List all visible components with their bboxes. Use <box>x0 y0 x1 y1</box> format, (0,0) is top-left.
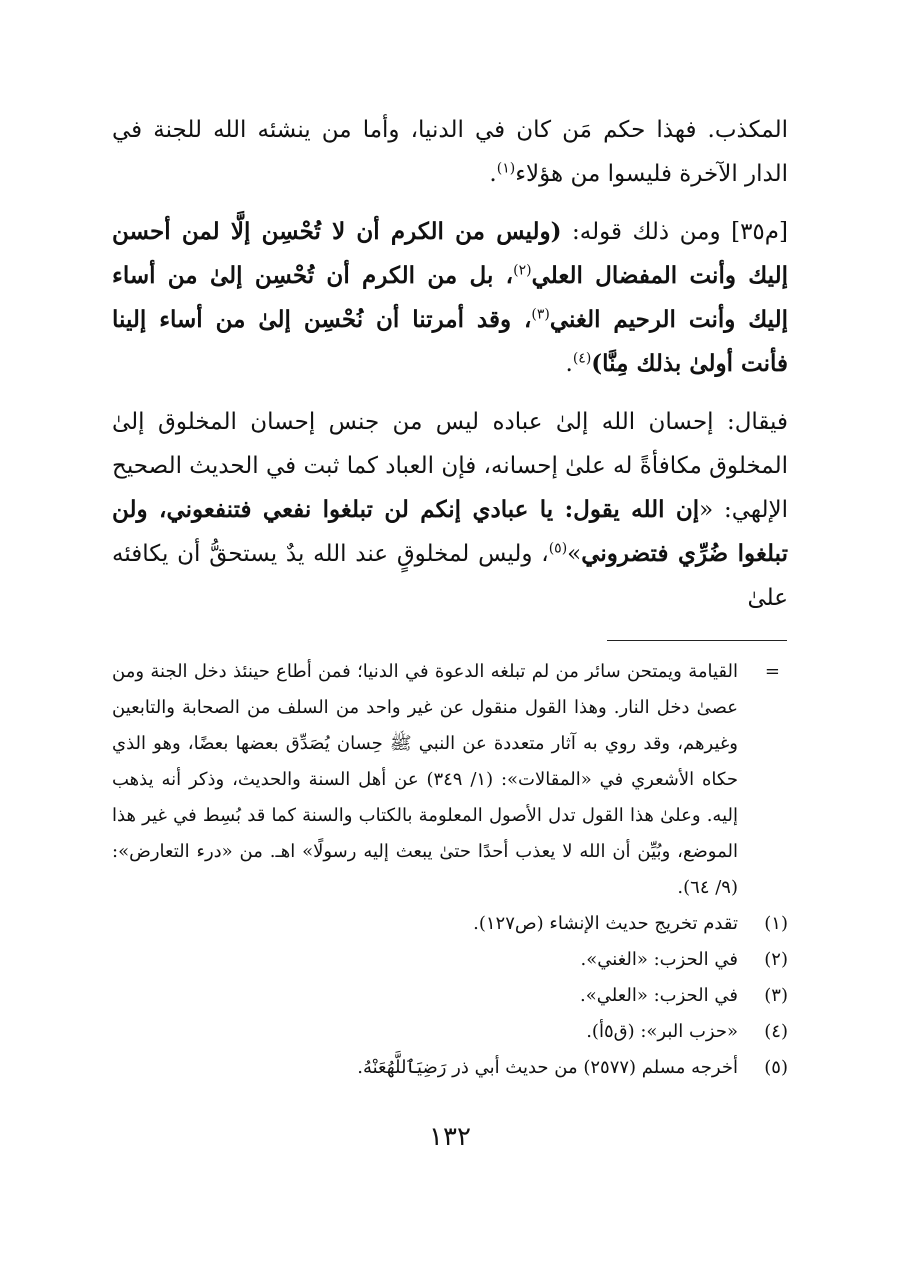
footnote-ref-5: (٥) <box>548 540 568 557</box>
p3-text-c: ، وليس لمخلوقٍ عند الله يدٌ يستحقُّ أن يكافئه علىٰ <box>112 541 788 611</box>
footnote-item <box>112 978 788 1014</box>
footnote-continuation <box>112 654 788 906</box>
footnote-number: (٥) <box>764 1057 788 1078</box>
footnote-divider <box>607 640 787 641</box>
footnote-ref-3: (٣) <box>531 306 550 323</box>
footnote-number: (١) <box>764 913 788 934</box>
footnotes <box>112 654 788 1086</box>
footnote-ref-4: (٤) <box>572 350 592 367</box>
footnote-text: أخرجه مسلم (٢٥٧٧) من حديث أبي ذر رَضِيَٱللَّهُعَنْهُ. <box>357 1057 738 1078</box>
footnote-number: (٣) <box>764 985 788 1006</box>
continuation-marker: = <box>764 661 780 682</box>
continuation-text: القيامة ويمتحن سائر من لم تبلغه الدعوة في الدنيا؛ فمن أطاع حينئذ دخل الجنة ومن عصىٰ دخل النار. وهذا القول منقول عن غير واحد من السلف من الصحابة والتابعين وغيرهم، وقد روي به آثار متعددة عن النبي ﷺ حِسان يُصَدِّق بعضها بعضًا، وهو الذي حكاه الأشعري في «المقالات»: (١/ ٣٤٩) عن أهل السنة والحديث، وذكر أنه يذهب إليه. وعلىٰ هذا القول تدل الأصول المعلومة بالكتاب والسنة كما قد بُسِط في غير هذا الموضع، وبُيِّن أن الله لا يعذب أحدًا حتىٰ يبعث إليه رسولًا» اهـ. من «درء التعارض»: (٩/ ٦٤). <box>112 661 738 898</box>
footnote-number: (٢) <box>764 949 788 970</box>
footnote-number: (٤) <box>764 1021 788 1042</box>
footnote-text: «حزب البر»: (ق٥أ). <box>586 1021 738 1042</box>
p3-hadith: إن الله يقول: يا عبادي إنكم لن تبلغوا نفعي فتنفعوني، ولن تبلغوا ضُرِّي فتضروني <box>112 496 788 567</box>
footnote-item <box>112 1014 788 1050</box>
p2-prefix: [م٣٥] ومن ذلك قوله: <box>561 219 788 245</box>
p1-line-1: المكذب. فهذا حكم مَن كان في الدنيا، وأما من ينشئه الله للجنة في الدار <box>112 117 788 187</box>
page-number: ١٣٢ <box>429 1122 471 1152</box>
paragraph-2: [م٣٥] ومن ذلك قوله: (وليس من الكرم أن لا تُحْسِن إلَّا لمن أحسن إليك وأنت المفضال العلي$^{(٢)}$، بل من الكرم أن تُحْسِن إلىٰ من أساء إليك وأنت الرحيم الغني$^{(٣)}$، وقد أمرتنا أن نُحْسِن إلىٰ من أساء إلينا فأنت أولىٰ بذلك مِنَّا)$^{(٤)}$. <box>112 218 788 377</box>
paragraph-1: المكذب. فهذا حكم مَن كان في الدنيا، وأما من ينشئه الله للجنة في الدار الآخرة فليسوا من هؤلاء$^{(١)}$. <box>112 117 788 187</box>
footnote-item <box>112 1050 788 1086</box>
p2-quote-b: ، بل من الكرم أن تُحْسِن إلىٰ من أساء إليك وأنت الرحيم الغني <box>112 262 788 333</box>
footnote-text: في الحزب: «العلي». <box>580 985 738 1006</box>
footnote-item <box>112 942 788 978</box>
footnote-ref-1: (١) <box>496 160 516 177</box>
p2-quote-a: (وليس من الكرم أن لا تُحْسِن إلَّا لمن أحسن إليك وأنت المفضال العلي <box>112 218 788 289</box>
p2-quote-c: ، وقد أمرتنا أن نُحْسِن إلىٰ من أساء إلينا فأنت أولىٰ بذلك مِنَّا) <box>112 306 788 377</box>
paragraph-3 <box>112 400 788 620</box>
main-text <box>112 108 788 634</box>
footnote-text: في الحزب: «الغني». <box>580 949 738 970</box>
footnote-text: تقدم تخريج حديث الإنشاء (ص١٢٧). <box>473 913 738 934</box>
p1-line-2: الآخرة فليسوا من هؤلاء <box>515 161 738 187</box>
footnote-item <box>112 906 788 942</box>
p3-text-b: » <box>567 541 582 567</box>
p3-text-a: فيقال: إحسان الله إلىٰ عباده ليس من جنس إحسان المخلوق إلىٰ المخلوق مكافأةً له علىٰ إحسانه، فإن العباد كما ثبت في الحديث الصحيح الإلهي: « <box>112 409 788 523</box>
footnote-ref-2: (٢) <box>513 262 532 279</box>
